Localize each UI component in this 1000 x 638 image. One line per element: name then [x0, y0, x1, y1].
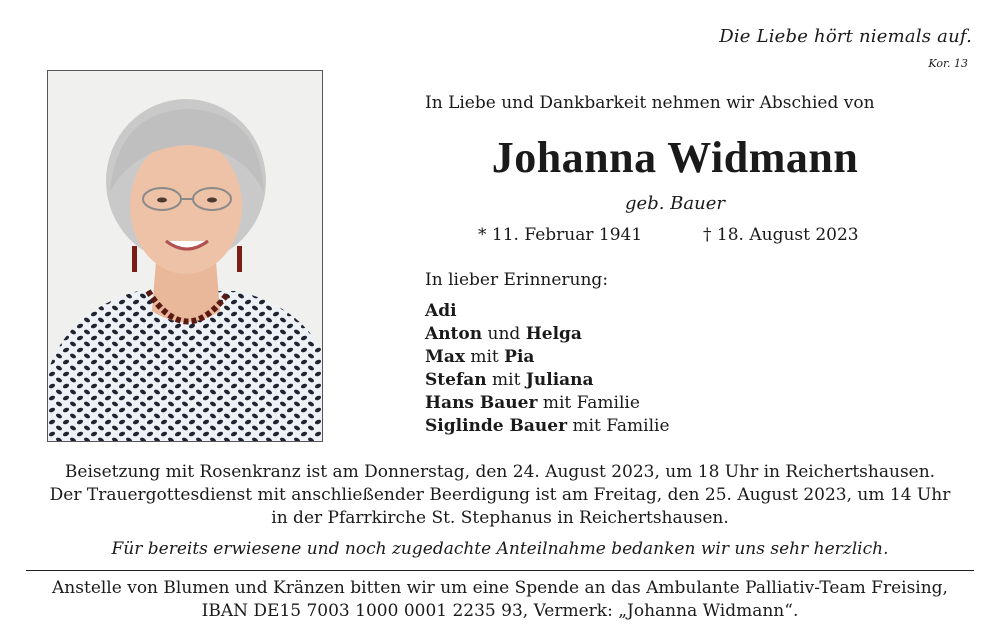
mourner-name: Siglinde Bauer	[425, 416, 568, 436]
mourner-name: Pia	[504, 347, 535, 367]
death-date: † 18. August 2023	[703, 225, 859, 245]
mourner-connector: mit Familie	[567, 416, 670, 436]
birth-date: * 11. Februar 1941	[478, 225, 643, 245]
mourner-line	[425, 392, 670, 415]
mourner-name: Helga	[525, 324, 582, 344]
mourner-connector: mit	[464, 347, 505, 367]
mourner-name: Anton	[425, 324, 483, 344]
donation-line: Anstelle von Blumen und Kränzen bitten wir um eine Spende an das Ambulante Palliativ-Team Freising,	[52, 578, 948, 598]
deceased-name: Johanna Widmann	[491, 133, 859, 182]
memory-label: In lieber Erinnerung:	[425, 270, 609, 290]
intro-text: In Liebe und Dankbarkeit nehmen wir Abschied von	[425, 93, 875, 113]
divider	[26, 570, 974, 571]
mourner-line	[425, 346, 670, 369]
mourner-line	[425, 415, 670, 438]
donation-line: IBAN DE15 7003 1000 0001 2235 93, Vermerk: „Johanna Widmann“.	[201, 601, 799, 621]
funeral-line: Beisetzung mit Rosenkranz ist am Donnerstag, den 24. August 2023, um 18 Uhr in Reichertshausen.	[64, 462, 936, 482]
motto-quote: Die Liebe hört niemals auf.	[719, 26, 972, 47]
portrait-photo	[47, 70, 323, 442]
mourner-connector: und	[482, 324, 526, 344]
mourner-line	[425, 323, 670, 346]
donation-details	[10, 577, 990, 623]
mourner-connector: mit Familie	[537, 393, 640, 413]
mourner-name: Max	[425, 347, 465, 367]
thanks-text: Für bereits erwiesene und noch zugedachte Anteilnahme bedanken wir uns sehr herzlich.	[111, 539, 889, 559]
obituary-notice	[10, 6, 990, 632]
mourners-list	[425, 300, 670, 438]
mourner-line	[425, 369, 670, 392]
funeral-details	[10, 461, 990, 530]
mourner-name: Juliana	[525, 370, 594, 390]
mourner-name: Hans Bauer	[425, 393, 538, 413]
mourner-connector: mit	[486, 370, 526, 390]
maiden-name: geb. Bauer	[625, 193, 725, 214]
funeral-line: in der Pfarrkirche St. Stephanus in Reichertshausen.	[271, 508, 729, 528]
funeral-line: Der Trauergottesdienst mit anschließender Beerdigung ist am Freitag, den 25. August 2023, um 14 Uhr	[49, 485, 951, 505]
mourner-name: Adi	[425, 301, 457, 321]
mourner-line	[425, 300, 670, 323]
mourner-name: Stefan	[425, 370, 487, 390]
motto-source: Kor. 13	[928, 57, 968, 70]
